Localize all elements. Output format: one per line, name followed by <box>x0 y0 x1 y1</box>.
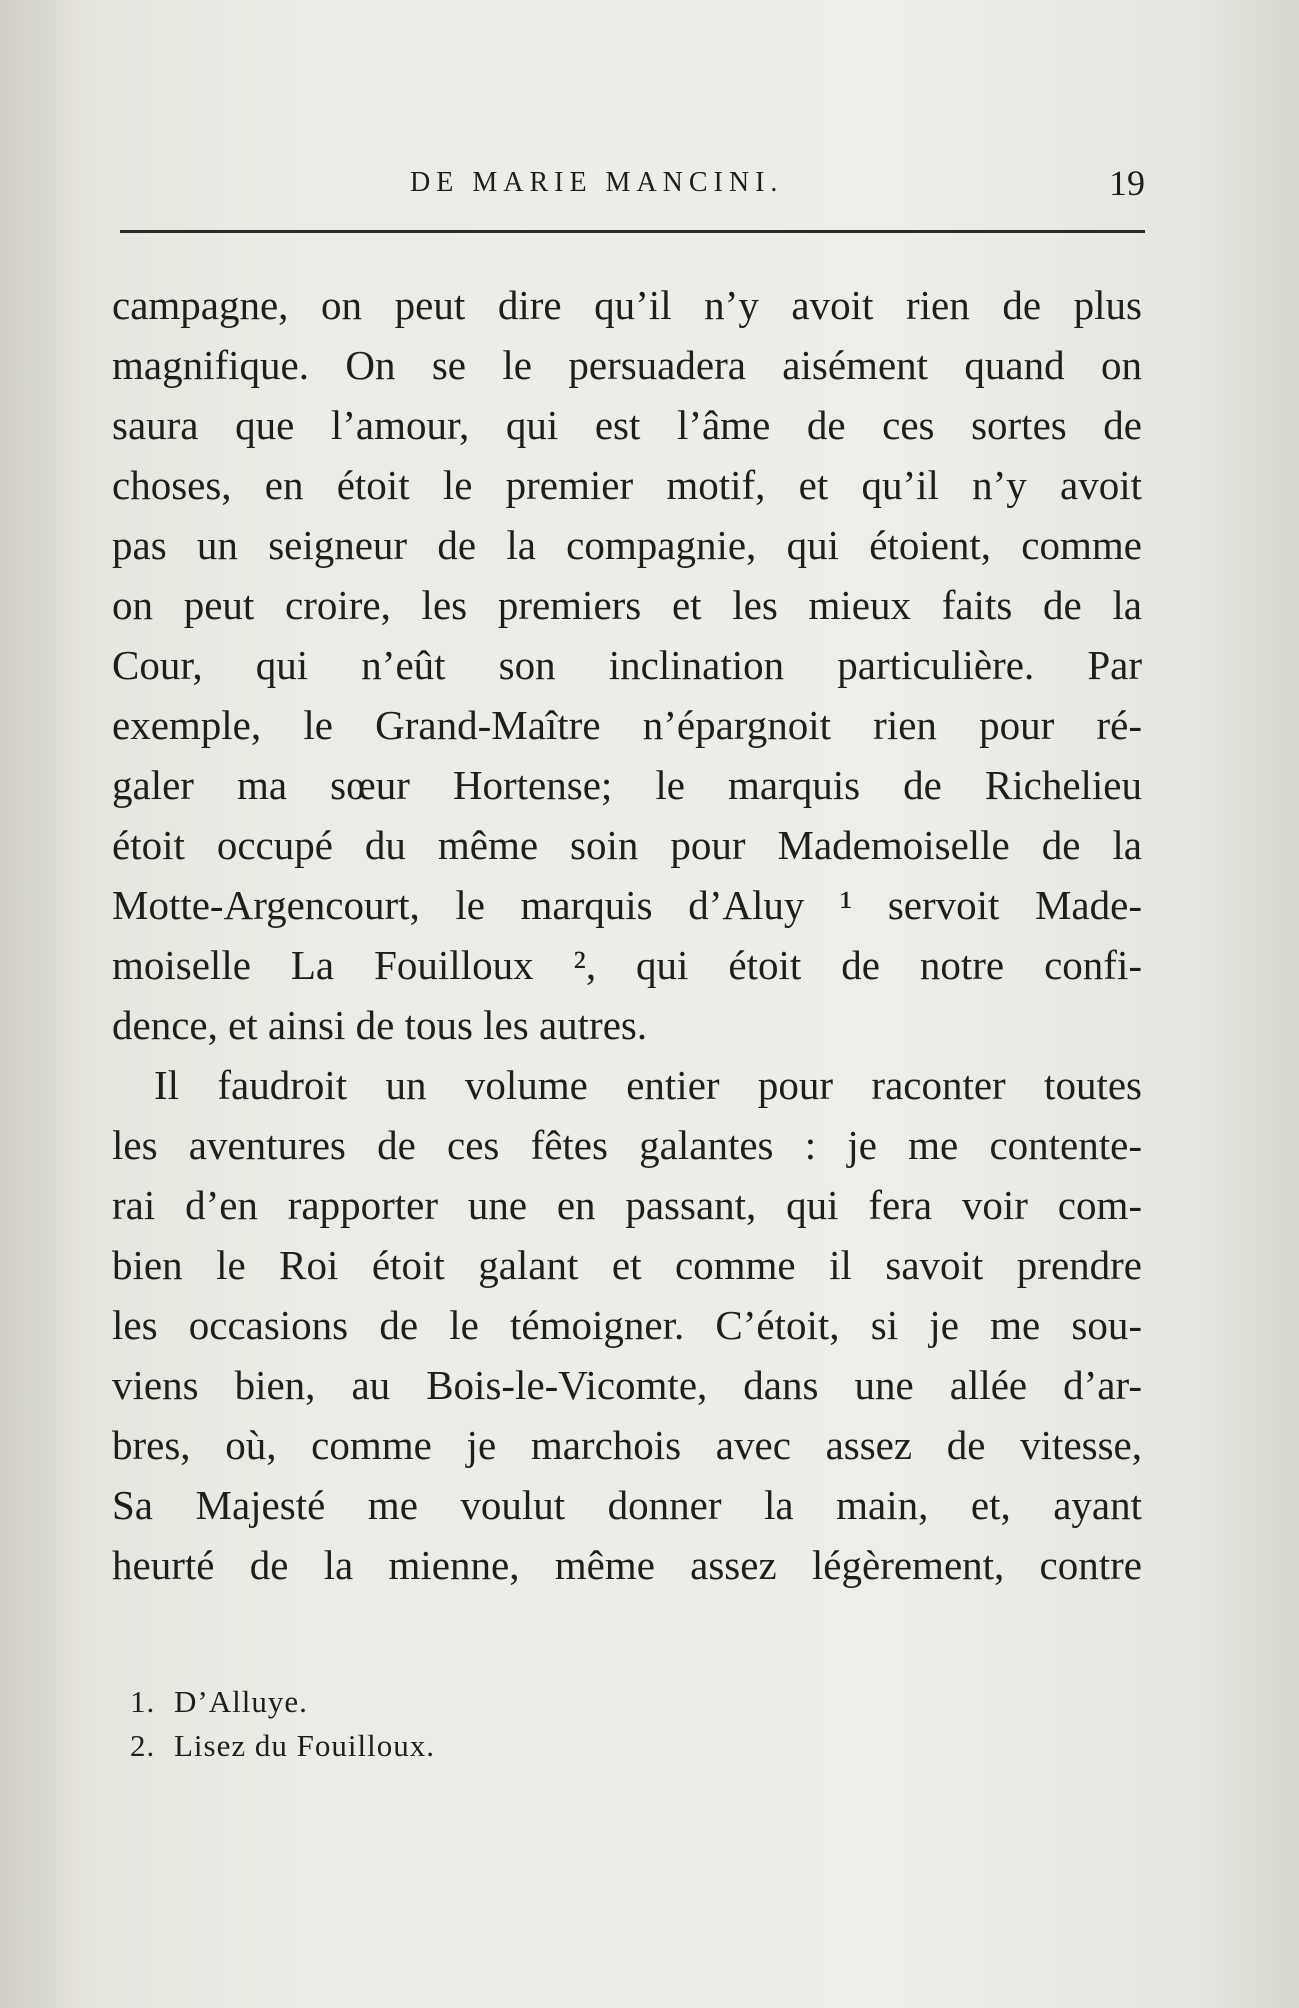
footnote-number: 2. <box>130 1728 156 1763</box>
text-line: pas un seigneur de la compagnie, qui étoient, comme <box>112 522 1142 568</box>
footnote-text: Lisez du Fouilloux. <box>174 1728 435 1763</box>
footnote-number: 1. <box>130 1684 156 1719</box>
text-line: choses, en étoit le premier motif, et qu’il n’y avoit <box>112 462 1142 508</box>
text-line: Il faudroit un volume entier pour raconter toutes <box>154 1062 1142 1108</box>
body-text <box>112 275 1142 1595</box>
text-line: Cour, qui n’eût son inclination particulière. Par <box>112 642 1142 688</box>
text-line: saura que l’amour, qui est l’âme de ces sortes de <box>112 402 1142 448</box>
text-line: exemple, le Grand-Maître n’épargnoit rien pour ré- <box>112 702 1142 748</box>
footnote <box>130 1680 830 1724</box>
text-line: viens bien, au Bois-le-Vicomte, dans une allée d’ar- <box>112 1362 1142 1408</box>
text-line: campagne, on peut dire qu’il n’y avoit rien de plus <box>112 282 1142 328</box>
footnote-text: D’Alluye. <box>174 1684 308 1719</box>
text-line: heurté de la mienne, même assez légèrement, contre <box>112 1542 1142 1588</box>
text-line: bres, où, comme je marchois avec assez de vitesse, <box>112 1422 1142 1468</box>
text-line: bien le Roi étoit galant et comme il savoit prendre <box>112 1242 1142 1288</box>
text-line: galer ma sœur Hortense; le marquis de Richelieu <box>112 762 1142 808</box>
text-line: Motte-Argencourt, le marquis d’Aluy ¹ servoit Made- <box>112 882 1142 928</box>
text-line: moiselle La Fouilloux ², qui étoit de notre confi- <box>112 942 1142 988</box>
text-line: magnifique. On se le persuadera aisément quand on <box>112 342 1142 388</box>
text-line: les occasions de le témoigner. C’étoit, si je me sou- <box>112 1302 1142 1348</box>
text-line: les aventures de ces fêtes galantes : je me contente- <box>112 1122 1142 1168</box>
footnotes <box>130 1680 830 1768</box>
text-line: étoit occupé du même soin pour Mademoiselle de la <box>112 822 1142 868</box>
text-line: on peut croire, les premiers et les mieux faits de la <box>112 582 1142 628</box>
running-title: DE MARIE MANCINI. <box>410 167 784 198</box>
text-line: rai d’en rapporter une en passant, qui fera voir com- <box>112 1182 1142 1228</box>
footnote <box>130 1724 830 1768</box>
page-number: 19 <box>1109 163 1145 203</box>
text-line: dence, et ainsi de tous les autres. <box>112 1002 648 1048</box>
running-head <box>120 158 1145 208</box>
header-rule <box>120 230 1145 233</box>
text-line: Sa Majesté me voulut donner la main, et, ayant <box>112 1482 1142 1528</box>
